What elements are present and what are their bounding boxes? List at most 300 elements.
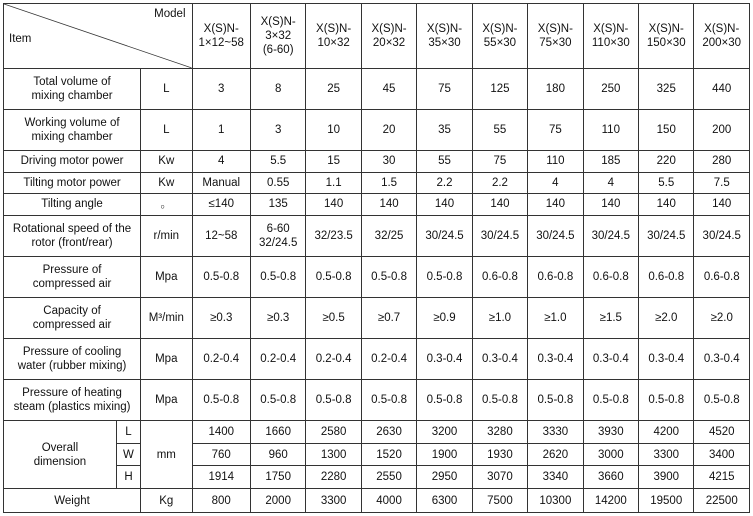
row-value-text: ≥1.0 xyxy=(488,311,512,324)
model-header-3-text: X(S)N- 10×32 xyxy=(316,22,352,49)
row-value-text: 55 xyxy=(493,123,507,136)
row-value-text: 30/24.5 xyxy=(647,229,686,242)
row-value-text: 0.3-0.4 xyxy=(426,353,463,365)
row-value xyxy=(639,421,694,444)
row-value-text: 140 xyxy=(545,198,565,211)
row-value-text: 125 xyxy=(490,82,510,95)
row-value-text: 4000 xyxy=(376,494,402,507)
row-item xyxy=(4,68,141,109)
row-value-text: 140 xyxy=(601,198,621,211)
row-value xyxy=(472,150,527,172)
row-value xyxy=(472,109,527,150)
row-value-text: 30/24.5 xyxy=(425,229,464,242)
row-unit xyxy=(141,68,192,109)
row-value-text: 1930 xyxy=(487,448,513,461)
row-value-text: 20 xyxy=(382,123,396,136)
row-item-text: Total volume of mixing chamber xyxy=(31,75,113,102)
row-value-text: 75 xyxy=(438,82,451,95)
row-value-text: 3300 xyxy=(320,494,347,507)
row-value xyxy=(192,150,250,172)
row-value xyxy=(192,489,250,513)
weight-item xyxy=(4,489,141,513)
row-value-text: 0.5-0.8 xyxy=(482,394,518,407)
row-item-text: Working volume of mixing chamber xyxy=(24,116,120,143)
row-value-text: ≥0.9 xyxy=(433,311,456,324)
header-diagonal-cell xyxy=(4,4,193,69)
row-value xyxy=(528,194,583,216)
table-row xyxy=(4,172,750,194)
row-value xyxy=(361,68,416,109)
row-value xyxy=(472,297,527,338)
row-value xyxy=(694,68,750,109)
row-value-text: 0.55 xyxy=(266,176,290,189)
row-value xyxy=(639,466,694,489)
row-value-text: 0.6-0.8 xyxy=(703,270,740,283)
row-value xyxy=(472,68,527,109)
row-value-text: 3330 xyxy=(542,425,569,438)
row-unit-text: Mpa xyxy=(155,353,178,365)
row-value xyxy=(250,380,305,421)
row-item xyxy=(4,150,141,172)
row-value-text: 0.6-0.8 xyxy=(592,270,629,283)
row-value xyxy=(583,215,638,256)
row-value xyxy=(306,489,361,513)
row-value xyxy=(528,256,583,297)
table-row xyxy=(4,297,750,338)
row-unit-text: r/min xyxy=(153,229,180,242)
row-value-text: 3340 xyxy=(542,471,569,484)
row-unit xyxy=(141,338,192,379)
row-value-text: 8 xyxy=(274,82,282,95)
row-value-text: 110 xyxy=(546,155,565,168)
row-value-text: 185 xyxy=(601,155,621,168)
model-header-5-text: X(S)N- 35×30 xyxy=(426,22,463,49)
row-value-text: 0.3-0.4 xyxy=(703,353,740,365)
row-value-text: 2000 xyxy=(265,494,291,507)
row-value xyxy=(472,421,527,444)
row-value-text: 140 xyxy=(324,198,344,211)
row-value-text: 0.3-0.4 xyxy=(537,353,574,365)
dimension-unit-text: mm xyxy=(156,448,176,461)
row-value-text: 180 xyxy=(545,82,565,95)
row-value xyxy=(639,109,694,150)
row-value-text: 3070 xyxy=(487,471,513,484)
row-value xyxy=(361,421,416,444)
table-row xyxy=(4,109,750,150)
model-header-9-text: X(S)N- 150×30 xyxy=(646,22,686,49)
row-value-text: 3200 xyxy=(431,425,458,438)
row-value-text: 0.3-0.4 xyxy=(482,353,518,365)
model-header-2-text: X(S)N- 3×32 (6-60) xyxy=(260,15,296,56)
weight-unit-text: Kg xyxy=(159,494,174,507)
row-value xyxy=(583,489,638,513)
row-item-text: Tilting motor power xyxy=(23,176,121,189)
row-value-text: 1660 xyxy=(265,425,291,438)
row-value-text: 10300 xyxy=(539,494,572,507)
row-value xyxy=(472,443,527,466)
row-value xyxy=(583,466,638,489)
dimension-item xyxy=(4,421,117,489)
dimension-sub-label xyxy=(116,443,140,466)
row-value xyxy=(417,215,472,256)
row-value xyxy=(694,443,750,466)
table-row xyxy=(4,380,750,421)
row-value-text: 3 xyxy=(218,82,225,95)
row-value xyxy=(250,489,305,513)
model-header-7-text: X(S)N- 75×30 xyxy=(537,22,573,49)
row-value-text: ≥0.3 xyxy=(267,311,290,324)
row-value-text: 0.5-0.8 xyxy=(537,394,574,407)
row-item xyxy=(4,194,141,216)
row-value xyxy=(192,443,250,466)
row-unit xyxy=(141,297,192,338)
row-value-text: 55 xyxy=(438,155,451,168)
row-value xyxy=(583,194,638,216)
row-value xyxy=(306,421,361,444)
row-value xyxy=(583,443,638,466)
model-header-6-text: X(S)N- 55×30 xyxy=(482,22,518,49)
row-value xyxy=(583,380,638,421)
row-value xyxy=(417,150,472,172)
row-value-text: 3900 xyxy=(653,471,680,484)
row-value xyxy=(472,215,527,256)
table-row xyxy=(4,68,750,109)
row-value xyxy=(250,194,305,216)
model-header-4 xyxy=(361,4,416,69)
row-value xyxy=(694,256,750,297)
row-item-text: Capacity of compressed air xyxy=(32,304,112,331)
row-value xyxy=(639,338,694,379)
row-value xyxy=(639,256,694,297)
row-value-text: 0.2-0.4 xyxy=(315,353,352,365)
row-value-text: 0.3-0.4 xyxy=(648,353,685,365)
row-value xyxy=(192,380,250,421)
row-value xyxy=(639,489,694,513)
model-header-2 xyxy=(250,4,305,69)
row-value xyxy=(694,338,750,379)
model-header-8-text: X(S)N- 110×30 xyxy=(591,22,630,49)
row-value xyxy=(250,68,305,109)
row-value xyxy=(417,489,472,513)
row-value-text: 6-60 32/24.5 xyxy=(259,222,298,249)
dimension-sub-label-text: H xyxy=(124,471,133,484)
row-value-text: 0.5-0.8 xyxy=(260,270,297,283)
row-value xyxy=(361,489,416,513)
row-value xyxy=(361,215,416,256)
row-value-text: ≥2.0 xyxy=(655,311,678,324)
row-value xyxy=(250,215,305,256)
row-value xyxy=(306,150,361,172)
dimension-sub-label-text: L xyxy=(125,425,132,438)
row-unit xyxy=(141,150,192,172)
model-header-10 xyxy=(694,4,750,69)
row-value-text: 0.5-0.8 xyxy=(315,394,352,407)
model-header-5 xyxy=(417,4,472,69)
row-value xyxy=(250,172,305,194)
table-row xyxy=(4,421,750,444)
row-value xyxy=(192,421,250,444)
row-unit-text: Mpa xyxy=(155,394,178,407)
model-header-6 xyxy=(472,4,527,69)
row-value-text: 1520 xyxy=(376,448,402,461)
row-value-text: 19500 xyxy=(650,494,683,507)
row-value-text: 3400 xyxy=(708,448,735,461)
row-value-text: 1400 xyxy=(208,425,235,438)
model-header-1 xyxy=(192,4,250,69)
row-value-text: ≥2.0 xyxy=(710,311,733,324)
row-item-text: Pressure of cooling water (rubber mixing) xyxy=(17,346,127,372)
row-value xyxy=(528,150,583,172)
row-value xyxy=(694,466,750,489)
row-unit-text: Kw xyxy=(158,155,175,168)
row-value xyxy=(639,215,694,256)
row-item xyxy=(4,172,141,194)
item-label: Item xyxy=(9,32,32,45)
row-value-text: 4215 xyxy=(708,471,735,484)
header-row xyxy=(4,4,750,69)
model-header-3 xyxy=(306,4,361,69)
row-value xyxy=(361,380,416,421)
row-value xyxy=(472,194,527,216)
row-value-text: 25 xyxy=(327,82,341,95)
row-value xyxy=(583,338,638,379)
row-item xyxy=(4,338,141,379)
row-value-text: ≥0.3 xyxy=(210,311,233,324)
row-value-text: 10 xyxy=(327,123,341,136)
row-value-text: 3300 xyxy=(653,448,680,461)
row-value xyxy=(639,380,694,421)
dimension-sub-label xyxy=(116,466,140,489)
row-value-text: 22500 xyxy=(705,494,738,507)
row-value xyxy=(694,109,750,150)
row-unit-text: Mpa xyxy=(155,270,178,283)
row-item xyxy=(4,215,141,256)
row-value xyxy=(583,297,638,338)
row-value-text: 30/24.5 xyxy=(536,229,575,242)
row-value xyxy=(694,489,750,513)
row-value xyxy=(417,380,472,421)
row-unit-text: 。 xyxy=(160,198,173,211)
row-value xyxy=(694,150,750,172)
row-value xyxy=(639,150,694,172)
row-value-text: 4 xyxy=(607,176,615,189)
row-value-text: 3930 xyxy=(598,425,624,438)
row-item-text: Pressure of compressed air xyxy=(32,263,112,290)
row-value xyxy=(306,194,361,216)
row-value xyxy=(528,466,583,489)
row-value-text: 3280 xyxy=(487,425,513,438)
row-value xyxy=(694,380,750,421)
row-value xyxy=(192,466,250,489)
row-value-text: 2630 xyxy=(376,425,402,438)
row-value xyxy=(417,109,472,150)
row-value-text: 14200 xyxy=(594,494,627,507)
row-value xyxy=(361,297,416,338)
row-value-text: 4520 xyxy=(708,425,735,438)
dimension-unit xyxy=(141,421,192,489)
row-unit xyxy=(141,172,192,194)
row-value xyxy=(528,380,583,421)
row-value xyxy=(306,380,361,421)
row-value xyxy=(306,443,361,466)
row-value-text: 0.3-0.4 xyxy=(592,353,629,365)
table-row xyxy=(4,489,750,513)
row-value-text: 760 xyxy=(211,448,231,461)
row-value-text: 2280 xyxy=(320,471,347,484)
row-unit xyxy=(141,215,192,256)
row-item xyxy=(4,109,141,150)
model-header-7 xyxy=(528,4,583,69)
row-value xyxy=(417,68,472,109)
table-row xyxy=(4,338,750,379)
row-value-text: 32/25 xyxy=(374,229,404,242)
row-value xyxy=(694,297,750,338)
row-value xyxy=(250,150,305,172)
row-value-text: 30/24.5 xyxy=(591,229,630,242)
specification-table xyxy=(3,3,750,513)
row-value xyxy=(472,338,527,379)
row-value xyxy=(361,194,416,216)
row-value xyxy=(583,421,638,444)
row-unit xyxy=(141,380,192,421)
row-value-text: ≤140 xyxy=(208,198,234,211)
row-value-text: 1750 xyxy=(265,471,291,484)
row-value-text: 440 xyxy=(712,82,732,95)
row-value xyxy=(192,172,250,194)
row-value xyxy=(306,68,361,109)
row-value xyxy=(528,338,583,379)
row-value-text: 800 xyxy=(211,494,231,507)
row-value xyxy=(472,489,527,513)
row-value xyxy=(192,215,250,256)
row-value-text: 0.5-0.8 xyxy=(371,394,407,407)
row-value xyxy=(250,466,305,489)
row-value xyxy=(250,109,305,150)
row-value-text: 325 xyxy=(656,82,676,95)
row-value-text: 0.5-0.8 xyxy=(371,270,407,283)
row-value xyxy=(417,421,472,444)
row-value xyxy=(583,150,638,172)
row-value-text: 4200 xyxy=(653,425,680,438)
row-value-text: 250 xyxy=(601,82,621,95)
table-row xyxy=(4,150,750,172)
weight-unit xyxy=(141,489,192,513)
weight-item-text: Weight xyxy=(54,494,90,507)
row-value xyxy=(528,215,583,256)
row-value-text: 30 xyxy=(382,155,396,168)
row-value-text: 0.5-0.8 xyxy=(315,270,352,283)
row-value-text: 220 xyxy=(656,155,676,168)
row-value-text: 140 xyxy=(712,198,732,211)
row-value xyxy=(639,68,694,109)
row-value-text: 2580 xyxy=(320,425,347,438)
row-value-text: 2.2 xyxy=(436,176,453,189)
row-value-text: 32/23.5 xyxy=(314,229,353,242)
row-value-text: 0.5-0.8 xyxy=(426,394,463,407)
row-value-text: 0.2-0.4 xyxy=(203,353,240,365)
row-value-text: 280 xyxy=(712,155,732,168)
row-value xyxy=(306,256,361,297)
row-value-text: 0.6-0.8 xyxy=(648,270,685,283)
row-value-text: 15 xyxy=(327,155,341,168)
row-value-text: ≥0.5 xyxy=(322,311,345,324)
row-value xyxy=(417,443,472,466)
row-value xyxy=(528,109,583,150)
row-unit-text: M³/min xyxy=(148,311,184,324)
row-value-text: 3 xyxy=(274,123,282,136)
row-unit xyxy=(141,194,192,216)
row-value xyxy=(192,338,250,379)
row-value xyxy=(417,172,472,194)
row-value-text: 2.2 xyxy=(491,176,508,189)
row-value xyxy=(417,466,472,489)
row-value xyxy=(417,297,472,338)
model-header-1-text: X(S)N- 1×12~58 xyxy=(198,22,244,49)
row-value-text: 200 xyxy=(712,123,732,136)
row-value xyxy=(528,489,583,513)
row-value xyxy=(250,338,305,379)
table-row xyxy=(4,256,750,297)
table-row xyxy=(4,215,750,256)
row-value xyxy=(583,256,638,297)
row-value-text: 7500 xyxy=(487,494,513,507)
row-value-text: 1.1 xyxy=(325,176,342,189)
row-value-text: 110 xyxy=(601,123,620,136)
row-value-text: ≥1.5 xyxy=(599,311,622,324)
dimension-sub-label-text: W xyxy=(123,448,134,461)
row-value-text: 7.5 xyxy=(713,176,730,189)
row-value-text: 0.5-0.8 xyxy=(426,270,463,283)
row-value-text: 2620 xyxy=(542,448,569,461)
row-item xyxy=(4,256,141,297)
row-value-text: 5.5 xyxy=(658,176,675,189)
row-value xyxy=(639,443,694,466)
row-value-text: 140 xyxy=(434,198,455,211)
row-value-text: 5.5 xyxy=(270,155,287,168)
row-value-text: Manual xyxy=(202,176,241,189)
row-value-text: 0.5-0.8 xyxy=(592,394,629,407)
row-value-text: 0.2-0.4 xyxy=(371,353,407,365)
row-item-text: Driving motor power xyxy=(20,155,124,168)
row-value xyxy=(583,109,638,150)
row-item xyxy=(4,297,141,338)
row-value-text: 140 xyxy=(656,198,676,211)
row-unit-text: L xyxy=(163,82,170,95)
row-unit-text: L xyxy=(163,123,170,136)
row-value-text: 75 xyxy=(493,155,507,168)
row-value xyxy=(417,256,472,297)
row-unit-text: Kw xyxy=(158,176,175,189)
dimension-item-text: Overall dimension xyxy=(33,441,87,468)
row-value xyxy=(472,380,527,421)
row-value-text: 35 xyxy=(438,123,451,136)
model-label: Model xyxy=(154,8,186,20)
row-value xyxy=(583,172,638,194)
row-value xyxy=(528,297,583,338)
row-value xyxy=(528,172,583,194)
row-value xyxy=(250,421,305,444)
row-item xyxy=(4,380,141,421)
row-value-text: 140 xyxy=(379,198,399,211)
table-row xyxy=(4,194,750,216)
row-value xyxy=(306,109,361,150)
row-value-text: 1.5 xyxy=(381,176,398,189)
row-value-text: 6300 xyxy=(431,494,458,507)
row-value xyxy=(250,297,305,338)
row-value xyxy=(472,256,527,297)
row-value xyxy=(250,443,305,466)
row-value-text: ≥1.0 xyxy=(544,311,567,324)
